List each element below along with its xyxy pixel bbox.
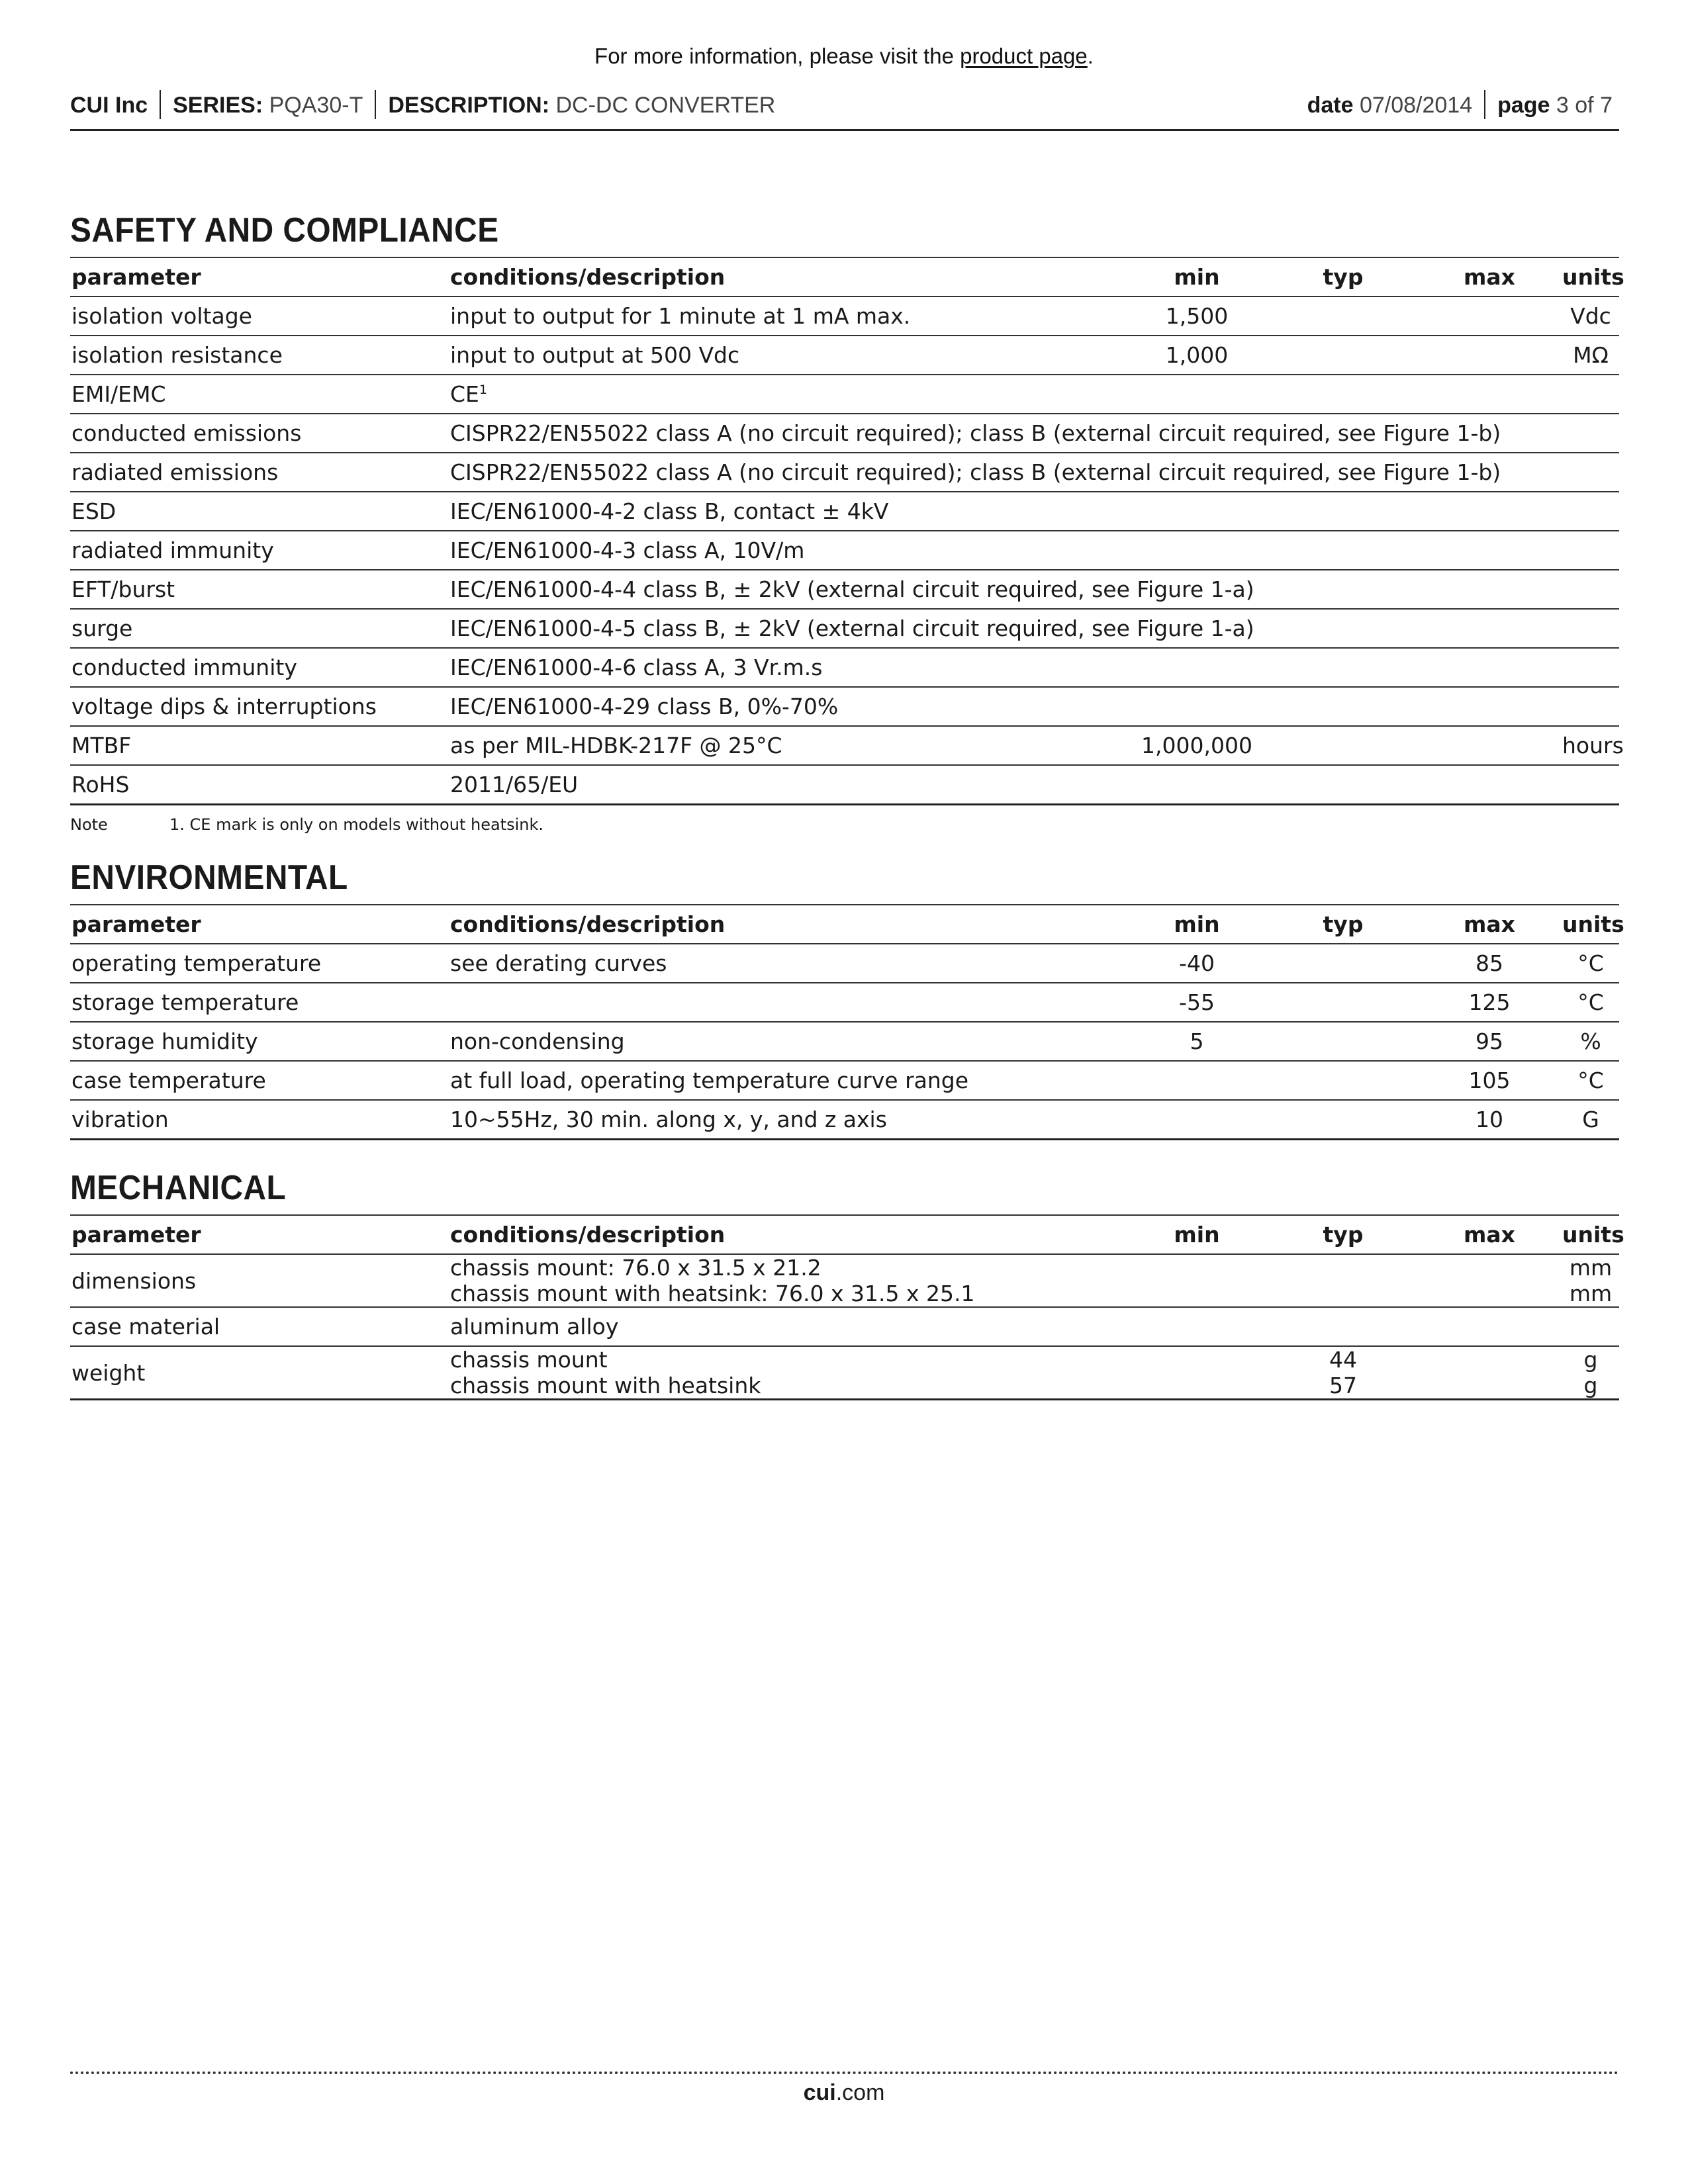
footer-divider (70, 2071, 1619, 2074)
max-cell: 85 (1417, 944, 1562, 983)
typ-line: 44 (1329, 1347, 1357, 1373)
typ-cell (1270, 296, 1417, 336)
col-header-parameter: parameter (70, 257, 449, 296)
table-row (70, 609, 1619, 648)
col-header-typ: typ (1270, 257, 1417, 296)
typ-cell (1270, 531, 1417, 570)
units-cell: Vdc (1562, 296, 1619, 336)
conditions-cell: 10~55Hz, 30 min. along x, y, and z axis (449, 1100, 1124, 1140)
conditions-cell: see derating curves (449, 944, 1124, 983)
table-header-row (70, 1215, 1619, 1254)
col-header-max: max (1417, 1215, 1562, 1254)
units-cell (1562, 375, 1619, 414)
table-row (70, 1100, 1619, 1140)
param-cell: surge (70, 609, 449, 648)
table-row (70, 1346, 1619, 1400)
conditions-cell: input to output at 500 Vdc (449, 336, 1124, 375)
conditions-cell: non-condensing (449, 1022, 1124, 1061)
param-cell: RoHS (70, 765, 449, 805)
col-header-parameter: parameter (70, 1215, 449, 1254)
footer-domain: .com (835, 2080, 885, 2105)
min-cell (1124, 1307, 1270, 1346)
param-cell: storage humidity (70, 1022, 449, 1061)
max-cell (1417, 1346, 1562, 1400)
max-cell: 10 (1417, 1100, 1562, 1140)
min-cell: -55 (1124, 983, 1270, 1022)
units-line: mm (1569, 1281, 1613, 1306)
max-cell (1417, 336, 1562, 375)
header-divider (375, 90, 376, 119)
col-header-typ: typ (1270, 1215, 1417, 1254)
units-line: g (1583, 1347, 1598, 1373)
typ-cell (1270, 765, 1417, 805)
table-row (70, 726, 1619, 765)
header-left (70, 90, 775, 119)
typ-cell (1270, 944, 1417, 983)
date-value: 07/08/2014 (1359, 93, 1473, 118)
series-label: SERIES: (173, 93, 263, 118)
max-cell (1417, 296, 1562, 336)
min-cell (1124, 765, 1270, 805)
units-cell (1562, 1346, 1619, 1400)
table-row (70, 531, 1619, 570)
table-header-row (70, 905, 1619, 944)
ce-mark-text: CE (450, 381, 479, 407)
col-header-min: min (1124, 257, 1270, 296)
col-header-units: units (1562, 1215, 1619, 1254)
typ-cell (1270, 1022, 1417, 1061)
units-cell (1562, 1307, 1619, 1346)
param-cell: conducted immunity (70, 648, 449, 687)
col-header-max: max (1417, 257, 1562, 296)
footer-brand: cui (803, 2080, 836, 2105)
units-cell: % (1562, 1022, 1619, 1061)
units-cell: °C (1562, 1061, 1619, 1100)
typ-cell (1270, 687, 1417, 726)
param-cell: vibration (70, 1100, 449, 1140)
col-header-conditions: conditions/description (449, 257, 1124, 296)
max-cell (1417, 1254, 1562, 1307)
company-name: CUI Inc (70, 93, 148, 118)
section-title-environmental: ENVIRONMENTAL (70, 858, 348, 897)
param-cell: conducted emissions (70, 414, 449, 453)
table-row (70, 375, 1619, 414)
section-title-mechanical: MECHANICAL (70, 1169, 287, 1207)
typ-cell (1270, 336, 1417, 375)
max-cell (1417, 531, 1562, 570)
units-line: mm (1569, 1255, 1613, 1281)
conditions-line: chassis mount (450, 1347, 608, 1373)
table-row (70, 1061, 1619, 1100)
param-cell: EMI/EMC (70, 375, 449, 414)
min-cell (1124, 531, 1270, 570)
product-info-end: . (1087, 44, 1094, 68)
description-label: DESCRIPTION: (388, 93, 550, 118)
units-cell (1562, 687, 1619, 726)
col-header-conditions: conditions/description (449, 1215, 1124, 1254)
units-cell: MΩ (1562, 336, 1619, 375)
param-cell: ESD (70, 492, 449, 531)
conditions-cell: IEC/EN61000-4-2 class B, contact ± 4kV (449, 492, 1124, 531)
typ-cell (1270, 492, 1417, 531)
header-divider (160, 90, 161, 119)
units-cell (1562, 531, 1619, 570)
min-cell (1124, 1346, 1270, 1400)
max-cell (1417, 375, 1562, 414)
note-label: Note (70, 815, 108, 834)
typ-cell (1270, 726, 1417, 765)
param-cell: weight (70, 1346, 449, 1400)
max-cell (1417, 648, 1562, 687)
units-cell: °C (1562, 983, 1619, 1022)
conditions-cell: IEC/EN61000-4-6 class A, 3 Vr.m.s (449, 648, 1124, 687)
max-cell: 125 (1417, 983, 1562, 1022)
max-cell (1417, 1307, 1562, 1346)
typ-cell (1270, 1100, 1417, 1140)
safety-note (70, 815, 543, 834)
page-header (70, 86, 1619, 131)
units-cell: °C (1562, 944, 1619, 983)
max-cell: 105 (1417, 1061, 1562, 1100)
table-row (70, 944, 1619, 983)
units-cell (1562, 609, 1619, 648)
conditions-cell: input to output for 1 minute at 1 mA max. (449, 296, 1124, 336)
series-value: PQA30-T (269, 93, 363, 118)
conditions-line: chassis mount with heatsink: 76.0 x 31.5 x 25.1 (450, 1281, 975, 1306)
units-cell: G (1562, 1100, 1619, 1140)
min-cell (1124, 1100, 1270, 1140)
typ-cell (1270, 1061, 1417, 1100)
max-cell (1417, 492, 1562, 531)
param-cell: dimensions (70, 1254, 449, 1307)
product-info-note (0, 44, 1688, 69)
min-cell: 1,000 (1124, 336, 1270, 375)
conditions-line: chassis mount: 76.0 x 31.5 x 21.2 (450, 1255, 821, 1281)
table-row (70, 648, 1619, 687)
conditions-cell (449, 375, 1124, 414)
col-header-max: max (1417, 905, 1562, 944)
min-cell (1124, 492, 1270, 531)
table-row (70, 1022, 1619, 1061)
min-cell: -40 (1124, 944, 1270, 983)
table-row (70, 296, 1619, 336)
units-cell (1562, 1254, 1619, 1307)
typ-cell (1270, 375, 1417, 414)
conditions-cell: at full load, operating temperature curve range (449, 1061, 1124, 1100)
max-cell (1417, 687, 1562, 726)
table-row (70, 765, 1619, 805)
table-row (70, 570, 1619, 609)
conditions-cell (449, 983, 1124, 1022)
table-row (70, 1254, 1619, 1307)
max-cell (1417, 765, 1562, 805)
min-cell: 1,000,000 (1124, 726, 1270, 765)
param-cell: MTBF (70, 726, 449, 765)
typ-cell (1270, 983, 1417, 1022)
param-cell: case temperature (70, 1061, 449, 1100)
table-row (70, 336, 1619, 375)
table-header-row (70, 257, 1619, 296)
param-cell: radiated emissions (70, 453, 449, 492)
conditions-cell (449, 1254, 1124, 1307)
conditions-cell (449, 1346, 1124, 1400)
param-cell: EFT/burst (70, 570, 449, 609)
max-cell (1417, 726, 1562, 765)
table-row (70, 414, 1619, 453)
param-cell: storage temperature (70, 983, 449, 1022)
min-cell (1124, 687, 1270, 726)
typ-cell (1270, 1307, 1417, 1346)
note-text: 1. CE mark is only on models without heatsink. (169, 815, 543, 834)
environmental-table (70, 904, 1624, 1140)
table-row (70, 1307, 1619, 1346)
footnote-ref: 1 (479, 383, 487, 397)
table-row (70, 687, 1619, 726)
conditions-cell: IEC/EN61000-4-4 class B, ± 2kV (external circuit required, see Figure 1-a) (449, 570, 1562, 609)
col-header-typ: typ (1270, 905, 1417, 944)
conditions-cell: IEC/EN61000-4-3 class A, 10V/m (449, 531, 1124, 570)
footer-website[interactable] (0, 2080, 1688, 2106)
conditions-cell: CISPR22/EN55022 class A (no circuit required); class B (external circuit required, see Figure 1-b) (449, 414, 1619, 453)
conditions-cell: CISPR22/EN55022 class A (no circuit required); class B (external circuit required, see Figure 1-b) (449, 453, 1619, 492)
min-cell: 5 (1124, 1022, 1270, 1061)
param-cell: radiated immunity (70, 531, 449, 570)
param-cell: isolation voltage (70, 296, 449, 336)
units-cell: hours (1562, 726, 1619, 765)
typ-cell (1270, 1346, 1417, 1400)
table-row (70, 492, 1619, 531)
typ-cell (1270, 648, 1417, 687)
units-line: g (1583, 1373, 1598, 1398)
param-cell: case material (70, 1307, 449, 1346)
units-cell (1562, 765, 1619, 805)
max-cell: 95 (1417, 1022, 1562, 1061)
col-header-units: units (1562, 905, 1619, 944)
page-label: page (1497, 93, 1550, 118)
col-header-min: min (1124, 905, 1270, 944)
conditions-cell: 2011/65/EU (449, 765, 1124, 805)
param-cell: operating temperature (70, 944, 449, 983)
header-right (1307, 90, 1613, 119)
min-cell (1124, 648, 1270, 687)
product-page-link[interactable]: product page (960, 44, 1088, 68)
conditions-cell: IEC/EN61000-4-5 class B, ± 2kV (external circuit required, see Figure 1-a) (449, 609, 1562, 648)
safety-table (70, 257, 1624, 805)
col-header-min: min (1124, 1215, 1270, 1254)
units-cell (1562, 648, 1619, 687)
conditions-line: chassis mount with heatsink (450, 1373, 761, 1398)
header-divider (1484, 90, 1485, 119)
description-value: DC-DC CONVERTER (555, 93, 776, 118)
param-cell: voltage dips & interruptions (70, 687, 449, 726)
units-cell (1562, 570, 1619, 609)
col-header-units: units (1562, 257, 1619, 296)
col-header-conditions: conditions/description (449, 905, 1124, 944)
conditions-cell: IEC/EN61000-4-29 class B, 0%-70% (449, 687, 1124, 726)
mechanical-table (70, 1214, 1624, 1400)
min-cell (1124, 1254, 1270, 1307)
typ-line: 57 (1329, 1373, 1357, 1398)
min-cell: 1,500 (1124, 296, 1270, 336)
conditions-cell: as per MIL-HDBK-217F @ 25°C (449, 726, 1124, 765)
param-cell: isolation resistance (70, 336, 449, 375)
date-label: date (1307, 93, 1354, 118)
product-info-text: For more information, please visit the (594, 44, 961, 68)
typ-cell (1270, 1254, 1417, 1307)
conditions-cell: aluminum alloy (449, 1307, 1124, 1346)
min-cell (1124, 375, 1270, 414)
table-row (70, 453, 1619, 492)
min-cell (1124, 1061, 1270, 1100)
table-row (70, 983, 1619, 1022)
units-cell (1562, 492, 1619, 531)
section-title-safety: SAFETY AND COMPLIANCE (70, 211, 499, 250)
col-header-parameter: parameter (70, 905, 449, 944)
page-number: 3 of 7 (1556, 93, 1613, 118)
